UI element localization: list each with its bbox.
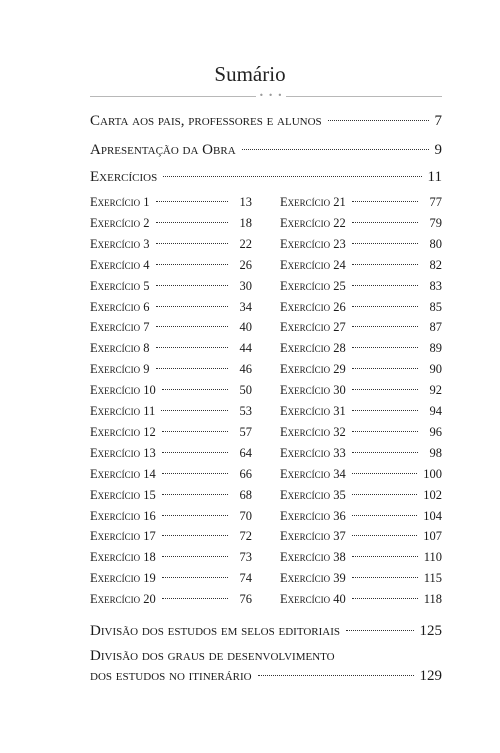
exercise-label: Exercício 8 — [90, 341, 150, 356]
leader-dots — [258, 675, 414, 676]
leader-dots — [352, 410, 418, 411]
exercise-entry[interactable] — [90, 446, 252, 466]
exercise-label: Exercício 23 — [280, 236, 346, 251]
exercise-entry[interactable] — [90, 467, 252, 487]
exercise-label: Exercício 24 — [280, 257, 346, 272]
exercise-entry[interactable] — [90, 300, 252, 320]
exercise-page: 22 — [239, 236, 252, 251]
exercise-label: Exercício 18 — [90, 550, 156, 565]
leader-dots — [242, 149, 429, 150]
exercise-label: Exercício 21 — [280, 195, 346, 209]
exercise-page: 94 — [429, 404, 442, 418]
exercise-page: 110 — [423, 550, 442, 565]
exercise-entry[interactable] — [280, 216, 442, 236]
leader-dots — [162, 494, 228, 495]
exercise-entry[interactable] — [280, 383, 442, 403]
exercise-entry[interactable] — [90, 237, 252, 257]
leader-dots — [352, 515, 417, 516]
exercise-page: 82 — [429, 257, 442, 272]
exercise-entry[interactable] — [280, 279, 442, 299]
leader-dots — [352, 222, 418, 223]
exercise-label: Exercício 38 — [280, 550, 346, 565]
exercise-label: Exercício 11 — [90, 404, 156, 418]
leader-dots — [163, 176, 421, 177]
toc-entry-exercicios[interactable] — [90, 169, 442, 186]
exercise-entry[interactable] — [280, 341, 442, 361]
exercise-page: 72 — [239, 529, 252, 544]
leader-dots — [156, 306, 228, 307]
leader-dots — [352, 598, 418, 599]
exercise-label: Exercício 39 — [280, 571, 346, 586]
leader-dots — [156, 201, 228, 202]
exercise-entry[interactable] — [280, 237, 442, 257]
exercise-page: 92 — [429, 383, 442, 398]
exercise-label: Exercício 17 — [90, 529, 156, 544]
toc-entry-label: Exercícios — [90, 169, 158, 185]
toc-entry-page: 7 — [434, 113, 442, 129]
exercise-page: 57 — [239, 424, 252, 439]
exercise-page: 80 — [429, 236, 442, 251]
toc-entry-graus-line1[interactable]: Divisão dos graus de desenvolvimento — [90, 648, 335, 664]
leader-dots — [352, 368, 418, 369]
exercise-page: 79 — [429, 215, 442, 230]
exercise-page: 90 — [429, 362, 442, 377]
leader-dots — [352, 389, 418, 390]
exercise-entry[interactable] — [90, 216, 252, 236]
leader-dots — [352, 577, 418, 578]
exercise-page: 98 — [429, 445, 442, 460]
leader-dots — [162, 598, 228, 599]
exercise-entry[interactable] — [280, 488, 442, 508]
exercise-entry[interactable] — [280, 446, 442, 466]
exercise-page: 100 — [423, 466, 442, 481]
exercise-page: 53 — [239, 404, 252, 418]
leader-dots — [352, 326, 418, 327]
leader-dots — [352, 264, 418, 265]
exercise-label: Exercício 31 — [280, 404, 346, 418]
toc-entry-apresentacao[interactable] — [90, 142, 442, 159]
exercise-label: Exercício 7 — [90, 320, 150, 335]
leader-dots — [352, 201, 418, 202]
exercise-label: Exercício 1 — [90, 195, 150, 209]
leader-dots — [328, 120, 429, 121]
exercise-page: 85 — [429, 299, 442, 314]
exercise-page: 87 — [429, 320, 442, 335]
exercise-label: Exercício 14 — [90, 466, 156, 481]
exercise-entry[interactable] — [280, 300, 442, 320]
exercise-label: Exercício 32 — [280, 424, 346, 439]
divider-ornament: • • • — [256, 91, 286, 100]
exercise-label: Exercício 12 — [90, 424, 156, 439]
leader-dots — [352, 431, 418, 432]
exercise-entry[interactable] — [280, 362, 442, 382]
toc-entry-label: Carta aos pais, professores e alunos — [90, 113, 322, 129]
toc-entry-label: Divisão dos estudos em selos editoriais — [90, 623, 341, 639]
exercise-page: 77 — [429, 195, 442, 209]
leader-dots — [162, 535, 228, 536]
leader-dots — [162, 431, 228, 432]
exercise-label: Exercício 15 — [90, 487, 156, 502]
exercise-entry[interactable] — [90, 279, 252, 299]
exercise-entry[interactable] — [90, 529, 252, 549]
leader-dots — [161, 410, 228, 411]
page-title: Sumário — [214, 62, 286, 86]
exercise-page: 118 — [423, 592, 442, 607]
exercise-page: 83 — [429, 278, 442, 293]
exercise-entry[interactable] — [280, 195, 442, 215]
exercise-label: Exercício 5 — [90, 278, 150, 293]
exercise-entry[interactable] — [280, 258, 442, 278]
exercise-label: Exercício 25 — [280, 278, 346, 293]
exercise-page: 74 — [239, 571, 252, 586]
exercise-page: 76 — [239, 592, 252, 607]
exercise-label: Exercício 28 — [280, 341, 346, 356]
exercise-label: Exercício 4 — [90, 257, 150, 272]
exercise-page: 34 — [239, 299, 252, 314]
leader-dots — [162, 577, 228, 578]
leader-dots — [352, 494, 417, 495]
exercise-page: 70 — [239, 508, 252, 523]
exercise-page: 30 — [239, 278, 252, 293]
exercise-entry[interactable] — [90, 550, 252, 570]
exercise-label: Exercício 34 — [280, 466, 346, 481]
exercise-label: Exercício 40 — [280, 592, 346, 607]
toc-entry-page: 125 — [419, 623, 442, 639]
leader-dots — [352, 556, 418, 557]
exercise-entry[interactable] — [90, 404, 252, 424]
exercise-entry[interactable] — [280, 571, 442, 591]
exercise-entry[interactable] — [90, 341, 252, 361]
exercise-label: Exercício 19 — [90, 571, 156, 586]
toc-entry-page: 9 — [434, 142, 442, 158]
exercise-page: 40 — [239, 320, 252, 335]
exercise-entry[interactable] — [90, 320, 252, 340]
exercise-label: Exercício 6 — [90, 299, 150, 314]
leader-dots — [352, 473, 417, 474]
exercise-page: 64 — [239, 445, 252, 460]
exercise-entry[interactable] — [280, 592, 442, 612]
exercise-page: 96 — [429, 424, 442, 439]
exercise-page: 73 — [239, 550, 252, 565]
leader-dots — [156, 285, 228, 286]
exercise-entry[interactable] — [280, 404, 442, 424]
toc-entry-selos[interactable] — [90, 623, 442, 640]
leader-dots — [352, 535, 417, 536]
exercise-label: Exercício 10 — [90, 383, 156, 398]
exercise-page: 89 — [429, 341, 442, 356]
exercise-entry[interactable] — [280, 320, 442, 340]
leader-dots — [156, 222, 228, 223]
leader-dots — [156, 347, 228, 348]
toc-entry-label: Apresentação da Obra — [90, 142, 236, 158]
leader-dots — [156, 368, 228, 369]
leader-dots — [352, 285, 418, 286]
exercise-page: 44 — [239, 341, 252, 356]
exercise-entry[interactable] — [90, 195, 252, 215]
leader-dots — [156, 326, 228, 327]
leader-dots — [162, 515, 228, 516]
leader-dots — [346, 630, 413, 631]
exercise-page: 46 — [239, 362, 252, 377]
toc-entry-carta[interactable] — [90, 113, 442, 130]
exercise-page: 115 — [423, 571, 442, 586]
exercise-entry[interactable] — [280, 529, 442, 549]
exercise-entry[interactable] — [90, 592, 252, 612]
leader-dots — [352, 452, 418, 453]
exercise-entry[interactable] — [280, 425, 442, 445]
exercise-entry[interactable] — [90, 488, 252, 508]
exercise-page: 66 — [239, 466, 252, 481]
exercise-label: Exercício 9 — [90, 362, 150, 377]
leader-dots — [352, 347, 418, 348]
exercise-entry[interactable] — [90, 425, 252, 445]
exercise-entry[interactable] — [280, 509, 442, 529]
exercise-entry[interactable] — [90, 571, 252, 591]
exercise-entry[interactable] — [90, 509, 252, 529]
exercise-label: Exercício 27 — [280, 320, 346, 335]
exercise-entry[interactable] — [90, 258, 252, 278]
exercise-label: Exercício 22 — [280, 215, 346, 230]
exercise-label: Exercício 37 — [280, 529, 346, 544]
leader-dots — [162, 389, 228, 390]
exercise-label: Exercício 30 — [280, 383, 346, 398]
leader-dots — [162, 473, 228, 474]
exercise-entry[interactable] — [90, 362, 252, 382]
leader-dots — [156, 243, 228, 244]
exercise-page: 13 — [239, 195, 252, 209]
leader-dots — [162, 452, 228, 453]
exercise-label: Exercício 36 — [280, 508, 346, 523]
exercise-page: 104 — [423, 508, 442, 523]
exercise-page: 26 — [239, 257, 252, 272]
exercise-page: 50 — [239, 383, 252, 398]
exercise-label: Exercício 2 — [90, 215, 150, 230]
leader-dots — [162, 556, 228, 557]
exercise-label: Exercício 3 — [90, 236, 150, 251]
exercise-page: 102 — [423, 487, 442, 502]
exercise-label: Exercício 13 — [90, 445, 156, 460]
toc-entry-page: 129 — [419, 668, 442, 684]
leader-dots — [156, 264, 228, 265]
exercise-page: 107 — [423, 529, 442, 544]
exercise-label: Exercício 29 — [280, 362, 346, 377]
exercise-entry[interactable] — [280, 550, 442, 570]
exercise-entry[interactable] — [90, 383, 252, 403]
exercise-page: 68 — [239, 487, 252, 502]
exercise-label: Exercício 26 — [280, 299, 346, 314]
toc-entry-label: dos estudos no itinerário — [90, 668, 252, 684]
exercise-label: Exercício 16 — [90, 508, 156, 523]
leader-dots — [352, 243, 418, 244]
leader-dots — [352, 306, 418, 307]
exercise-page: 18 — [239, 215, 252, 230]
toc-entry-page: 11 — [427, 169, 442, 185]
exercise-label: Exercício 20 — [90, 592, 156, 607]
exercise-label: Exercício 35 — [280, 487, 346, 502]
exercise-label: Exercício 33 — [280, 445, 346, 460]
exercise-entry[interactable] — [280, 467, 442, 487]
toc-entry-graus[interactable] — [90, 668, 442, 685]
